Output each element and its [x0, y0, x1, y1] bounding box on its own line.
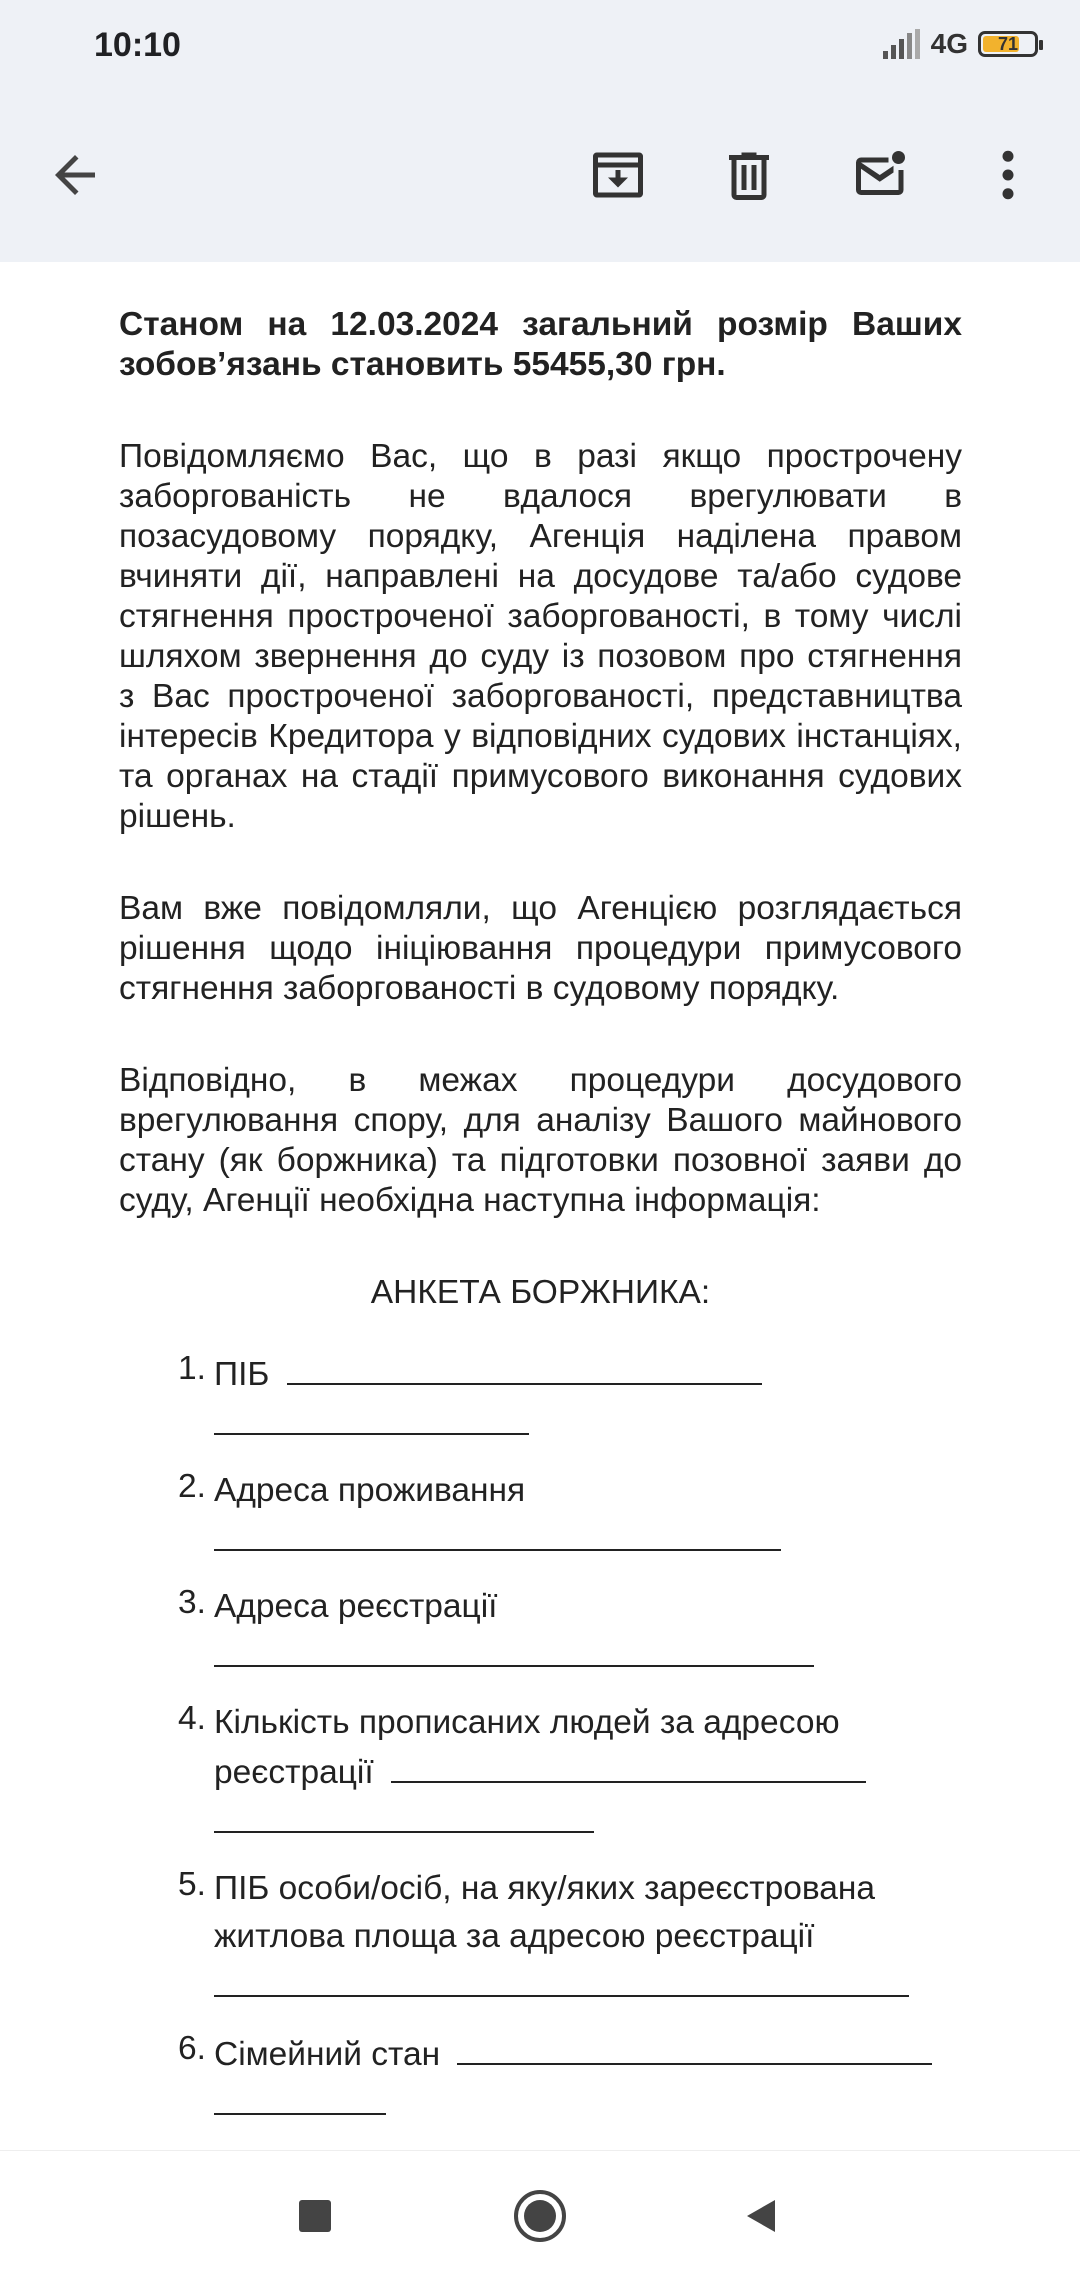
blank-line [214, 1961, 909, 1997]
square-icon [297, 2198, 333, 2234]
question-label: Кількість прописаних людей за адресою [214, 1704, 840, 1741]
blank-line [391, 1747, 866, 1783]
list-item: 5. ПІБ особи/осіб, на яку/яких зареєстрована житлова площа за адресою реєстрації [119, 1865, 962, 2011]
trash-icon [719, 145, 779, 205]
blank-line [214, 1797, 594, 1833]
arrow-left-icon [45, 145, 105, 205]
more-options-button[interactable] [968, 135, 1048, 215]
blank-line [457, 2029, 932, 2065]
paragraph-collection-notice: Повідомляємо Вас, що в разі якщо прострочену заборгованість не вдалося врегулювати в позасудовому порядку, Агенція наділена правом вчиняти дії, направлені на досудове та/або судове стягнення простроченої заборгованості, в тому числі шляхом звернення до суду із позовом про стягнення з Вас простроченої заборгованості, представництва інтересів Кредитора у відповідних судових інстанціях, та органах на стадії примусового виконання судових рішень. [119, 438, 962, 835]
mark-unread-button[interactable] [841, 135, 921, 215]
question-label: Адреса реєстрації [214, 1588, 498, 1625]
message-body [119, 305, 962, 2213]
archive-button[interactable] [578, 135, 658, 215]
battery-icon [978, 31, 1038, 57]
network-type: 4G [930, 28, 968, 59]
system-nav-bar [0, 2150, 1080, 2281]
home-button[interactable] [495, 2171, 585, 2261]
back-nav-button[interactable] [716, 2171, 806, 2261]
question-label: Адреса проживання [214, 1472, 526, 1509]
back-button[interactable] [35, 135, 115, 215]
blank-line [287, 1349, 762, 1385]
list-item: 4. Кількість прописаних людей за адресою реєстрації [119, 1699, 962, 1847]
status-time: 10:10 [94, 26, 181, 64]
status-indicators [883, 28, 1038, 60]
archive-icon [588, 145, 648, 205]
delete-button[interactable] [709, 135, 789, 215]
debt-summary: Станом на 12.03.2024 загальний розмір Ваших зобов’язань становить 55455,30 грн. [119, 306, 962, 383]
recents-button[interactable] [270, 2171, 360, 2261]
form-title: АНКЕТА БОРЖНИКА: [370, 1274, 711, 1311]
blank-line [214, 1515, 781, 1551]
triangle-back-icon [741, 2196, 781, 2236]
blank-line [214, 1399, 529, 1435]
paragraph-info-request: Відповідно, в межах процедури досудового врегулювання спору, для аналізу Вашого майнового стану (як боржника) та підготовки позовної заяви до суду, Агенції необхідна наступна інформація: [119, 1062, 962, 1219]
question-label-cont: реєстрації [214, 1754, 374, 1791]
question-label: ПІБ особи/осіб, на яку/яких зареєстрована [214, 1870, 876, 1907]
paragraph-court-notice: Вам вже повідомляли, що Агенцією розглядається рішення щодо ініціювання процедури примусового стягнення заборгованості в судовому порядку. [119, 890, 962, 1007]
top-bar [0, 0, 1080, 262]
signal-icon [883, 29, 921, 59]
list-item: 3. Адреса реєстрації [119, 1583, 962, 1681]
list-item: 1. ПІБ [119, 1349, 962, 1449]
blank-line [214, 2079, 386, 2115]
list-item: 6. Сімейний стан [119, 2029, 962, 2129]
question-label-cont: житлова площа за адресою реєстрації [214, 1918, 815, 1955]
more-vertical-icon [978, 145, 1038, 205]
questionnaire-list [119, 1349, 962, 2195]
question-label: Сімейний стан [214, 2036, 441, 2073]
mail-unread-icon [851, 145, 911, 205]
blank-line [214, 1631, 814, 1667]
list-item: 2. Адреса проживання [119, 1467, 962, 1565]
question-label: ПІБ [214, 1356, 270, 1393]
circle-icon [512, 2188, 568, 2244]
battery-percent: 71 [997, 33, 1019, 54]
